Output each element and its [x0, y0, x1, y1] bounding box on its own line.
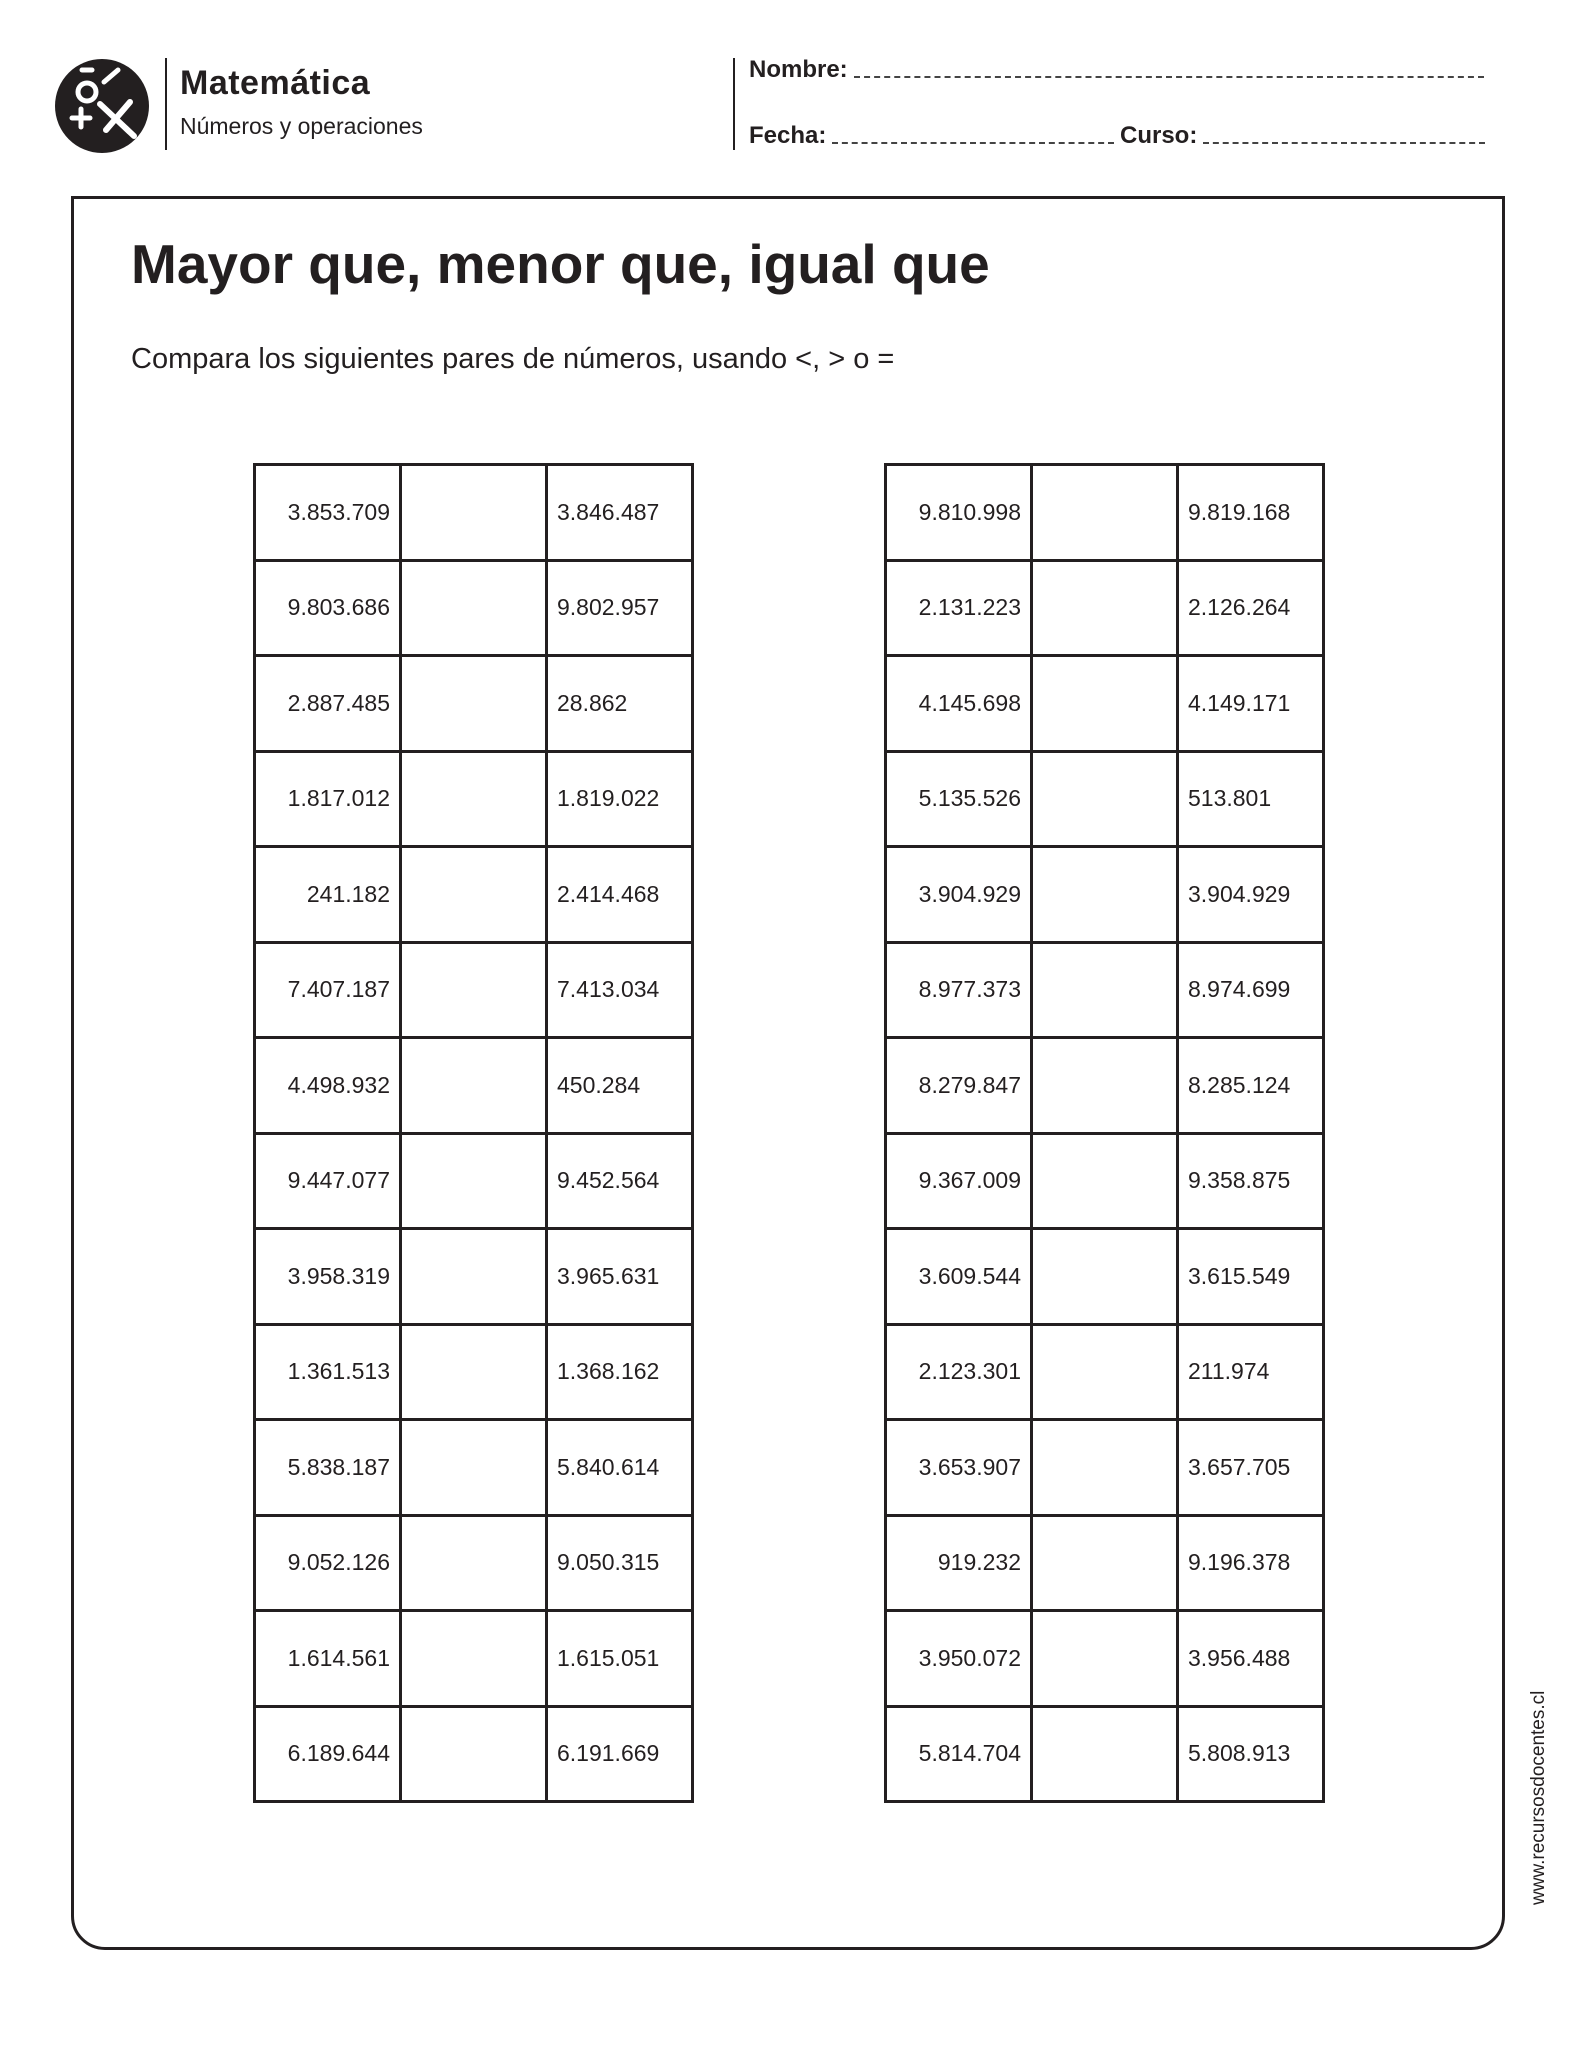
right-number: 5.840.614 [547, 1420, 693, 1516]
answer-box[interactable] [401, 1229, 547, 1325]
comparison-row [886, 751, 1324, 847]
answer-box[interactable] [401, 1706, 547, 1802]
comparison-row [886, 656, 1324, 752]
right-number: 513.801 [1178, 751, 1324, 847]
course-line[interactable] [1203, 142, 1485, 144]
right-number: 6.191.669 [547, 1706, 693, 1802]
answer-box[interactable] [1032, 1420, 1178, 1516]
right-number: 3.657.705 [1178, 1420, 1324, 1516]
answer-box[interactable] [1032, 942, 1178, 1038]
answer-box[interactable] [401, 656, 547, 752]
comparison-row [255, 847, 693, 943]
right-number: 8.974.699 [1178, 942, 1324, 1038]
right-number: 9.452.564 [547, 1133, 693, 1229]
right-number: 3.615.549 [1178, 1229, 1324, 1325]
left-number: 5.135.526 [886, 751, 1032, 847]
comparison-row [255, 1420, 693, 1516]
answer-box[interactable] [1032, 1324, 1178, 1420]
right-number: 28.862 [547, 656, 693, 752]
comparison-row [255, 1229, 693, 1325]
right-number: 1.819.022 [547, 751, 693, 847]
answer-box[interactable] [401, 1611, 547, 1707]
left-number: 1.614.561 [255, 1611, 401, 1707]
subject-title: Matemática [180, 64, 371, 102]
right-number: 2.414.468 [547, 847, 693, 943]
left-number: 3.958.319 [255, 1229, 401, 1325]
comparison-row [255, 1133, 693, 1229]
right-number: 9.358.875 [1178, 1133, 1324, 1229]
date-label: Fecha: [749, 122, 827, 149]
left-number: 8.279.847 [886, 1038, 1032, 1134]
comparison-row [255, 465, 693, 561]
right-number: 1.368.162 [547, 1324, 693, 1420]
left-number: 9.447.077 [255, 1133, 401, 1229]
comparison-row [886, 1611, 1324, 1707]
right-number: 9.050.315 [547, 1515, 693, 1611]
left-number: 9.810.998 [886, 465, 1032, 561]
comparison-row [255, 1611, 693, 1707]
left-number: 9.052.126 [255, 1515, 401, 1611]
comparison-row [886, 1324, 1324, 1420]
right-number: 9.819.168 [1178, 465, 1324, 561]
comparison-table-right [884, 463, 1325, 1803]
left-number: 9.803.686 [255, 560, 401, 656]
left-number: 2.131.223 [886, 560, 1032, 656]
left-number: 3.609.544 [886, 1229, 1032, 1325]
comparison-row [886, 847, 1324, 943]
comparison-table-left [253, 463, 694, 1803]
left-number: 1.817.012 [255, 751, 401, 847]
left-number: 2.887.485 [255, 656, 401, 752]
worksheet-instructions: Compara los siguientes pares de números, usando <, > o = [131, 343, 895, 375]
date-line[interactable] [832, 142, 1114, 144]
name-field[interactable] [749, 56, 1484, 84]
comparison-row [886, 1515, 1324, 1611]
answer-box[interactable] [401, 1324, 547, 1420]
answer-box[interactable] [1032, 1515, 1178, 1611]
comparison-row [255, 942, 693, 1038]
answer-box[interactable] [401, 1515, 547, 1611]
answer-box[interactable] [1032, 560, 1178, 656]
comparison-row [886, 1706, 1324, 1802]
right-number: 7.413.034 [547, 942, 693, 1038]
left-number: 4.145.698 [886, 656, 1032, 752]
left-number: 6.189.644 [255, 1706, 401, 1802]
answer-box[interactable] [1032, 1229, 1178, 1325]
comparison-row [886, 1229, 1324, 1325]
header-divider-2 [733, 58, 735, 150]
right-number: 1.615.051 [547, 1611, 693, 1707]
left-number: 2.123.301 [886, 1324, 1032, 1420]
left-number: 5.838.187 [255, 1420, 401, 1516]
answer-box[interactable] [1032, 1611, 1178, 1707]
course-field[interactable] [1120, 122, 1485, 150]
left-number: 5.814.704 [886, 1706, 1032, 1802]
website-credit: www.recursosdocentes.cl [1528, 1690, 1549, 1905]
comparison-row [255, 751, 693, 847]
comparison-row [886, 1038, 1324, 1134]
answer-box[interactable] [1032, 1706, 1178, 1802]
left-number: 8.977.373 [886, 942, 1032, 1038]
comparison-row [255, 1515, 693, 1611]
answer-box[interactable] [401, 1038, 547, 1134]
answer-box[interactable] [1032, 465, 1178, 561]
right-number: 3.846.487 [547, 465, 693, 561]
right-number: 5.808.913 [1178, 1706, 1324, 1802]
right-number: 8.285.124 [1178, 1038, 1324, 1134]
course-label: Curso: [1120, 122, 1198, 149]
left-number: 3.853.709 [255, 465, 401, 561]
comparison-row [886, 465, 1324, 561]
header-divider [165, 58, 167, 150]
comparison-row [255, 1324, 693, 1420]
right-number: 2.126.264 [1178, 560, 1324, 656]
comparison-row [255, 1038, 693, 1134]
left-number: 1.361.513 [255, 1324, 401, 1420]
left-number: 3.950.072 [886, 1611, 1032, 1707]
name-label: Nombre: [749, 56, 848, 83]
comparison-row [255, 656, 693, 752]
right-number: 211.974 [1178, 1324, 1324, 1420]
math-logo-icon [54, 58, 150, 154]
answer-box[interactable] [1032, 1133, 1178, 1229]
answer-box[interactable] [401, 560, 547, 656]
right-number: 3.904.929 [1178, 847, 1324, 943]
right-number: 3.956.488 [1178, 1611, 1324, 1707]
right-number: 450.284 [547, 1038, 693, 1134]
comparison-row [255, 560, 693, 656]
left-number: 3.653.907 [886, 1420, 1032, 1516]
comparison-row [886, 560, 1324, 656]
right-number: 4.149.171 [1178, 656, 1324, 752]
answer-box[interactable] [401, 1420, 547, 1516]
answer-box[interactable] [1032, 1038, 1178, 1134]
left-number: 3.904.929 [886, 847, 1032, 943]
answer-box[interactable] [401, 1133, 547, 1229]
subtopic-label: Números y operaciones [180, 113, 423, 139]
left-number: 919.232 [886, 1515, 1032, 1611]
right-number: 3.965.631 [547, 1229, 693, 1325]
right-number: 9.802.957 [547, 560, 693, 656]
comparison-row [255, 1706, 693, 1802]
date-field[interactable] [749, 122, 1114, 150]
left-number: 4.498.932 [255, 1038, 401, 1134]
left-number: 9.367.009 [886, 1133, 1032, 1229]
left-number: 241.182 [255, 847, 401, 943]
comparison-row [886, 1420, 1324, 1516]
comparison-row [886, 942, 1324, 1038]
worksheet-title: Mayor que, menor que, igual que [131, 233, 990, 295]
left-number: 7.407.187 [255, 942, 401, 1038]
answer-box[interactable] [1032, 656, 1178, 752]
answer-box[interactable] [401, 465, 547, 561]
answer-box[interactable] [1032, 847, 1178, 943]
answer-box[interactable] [401, 847, 547, 943]
name-line[interactable] [854, 76, 1484, 78]
answer-box[interactable] [401, 942, 547, 1038]
right-number: 9.196.378 [1178, 1515, 1324, 1611]
answer-box[interactable] [401, 751, 547, 847]
answer-box[interactable] [1032, 751, 1178, 847]
comparison-row [886, 1133, 1324, 1229]
